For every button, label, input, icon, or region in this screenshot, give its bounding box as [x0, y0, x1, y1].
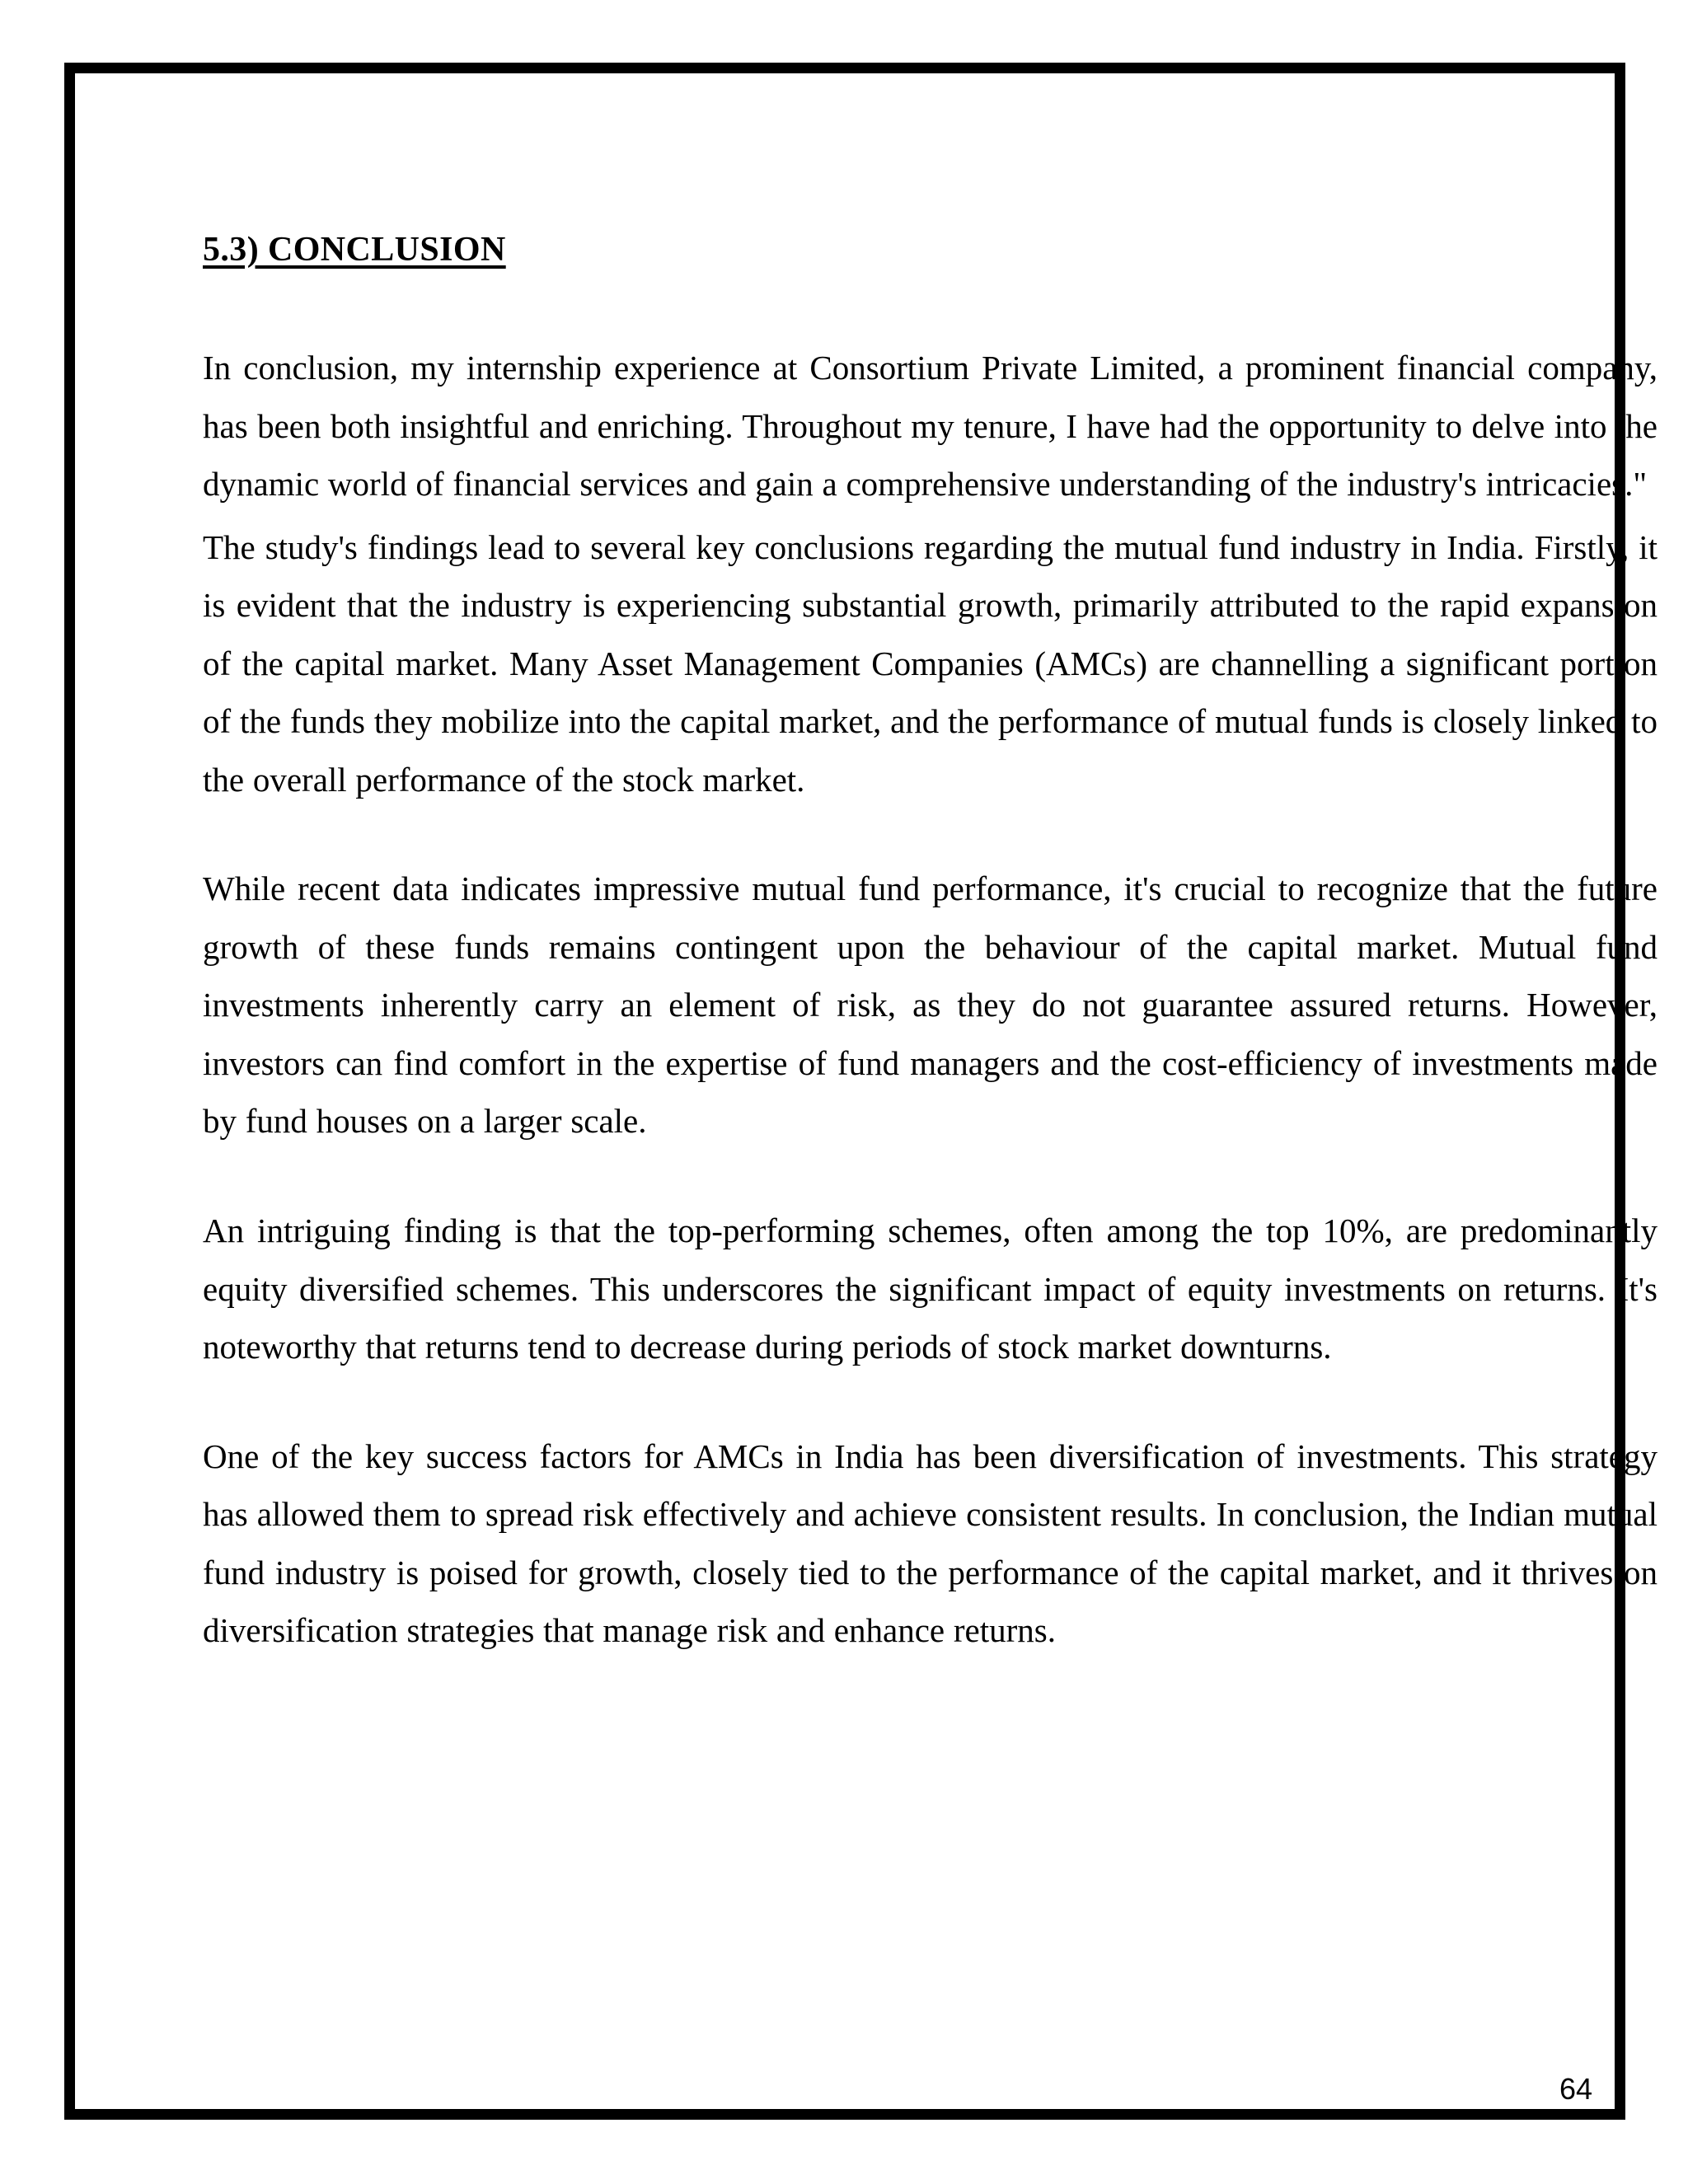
- page-content: [203, 230, 1658, 1660]
- page-border-frame: [64, 63, 1658, 2120]
- paragraph-1: In conclusion, my internship experience at Consortium Private Limited, a prominent financial company, has been both insightful and enriching. Throughout my tenure, I have had the opportunity to delve into the dynamic world of financial services and gain a comprehensive understanding of the industry's intricacies.": [203, 349, 1658, 504]
- paragraph-3: While recent data indicates impressive mutual fund performance, it's crucial to recognize that the future growth of these funds remains contingent upon the behaviour of the capital market. Mutual fund investments inherently carry an element of risk, as they do not guarantee assured returns. However, investors can find comfort in the expertise of fund managers and the cost-efficiency of investments made by fund houses on a larger scale.: [203, 869, 1658, 1141]
- paragraph-4: An intriguing finding is that the top-performing schemes, often among the top 10%, are predominantly equity diversified schemes. This underscores the significant impact of equity investments on returns. It's noteworthy that returns tend to decrease during periods of stock market downturns.: [203, 1212, 1658, 1366]
- paragraph-5: One of the key success factors for AMCs in India has been diversification of investments. This strategy has allowed them to spread risk effectively and achieve consistent results. In conclusion, the Indian mutual fund industry is poised for growth, closely tied to the performance of the capital market, and it thrives on diversification strategies that manage risk and enhance returns.: [203, 1436, 1658, 1650]
- paragraph-spacer: [203, 808, 1658, 860]
- paragraph-spacer: [203, 1151, 1658, 1202]
- section-heading: 5.3) CONCLUSION: [203, 231, 506, 269]
- paragraph-2: The study's findings lead to several key conclusions regarding the mutual fund industry in India. Firstly, it is evident that the industry is experiencing substantial growth, primarily attributed to the rapid expansion of the capital market. Many Asset Management Companies (AMCs) are channelling a significant portion of the funds they mobilize into the capital market, and the performance of mutual funds is closely linked to the overall performance of the stock market.: [203, 527, 1658, 799]
- paragraph-spacer: [203, 1376, 1658, 1427]
- page-number: 64: [1559, 2072, 1592, 2106]
